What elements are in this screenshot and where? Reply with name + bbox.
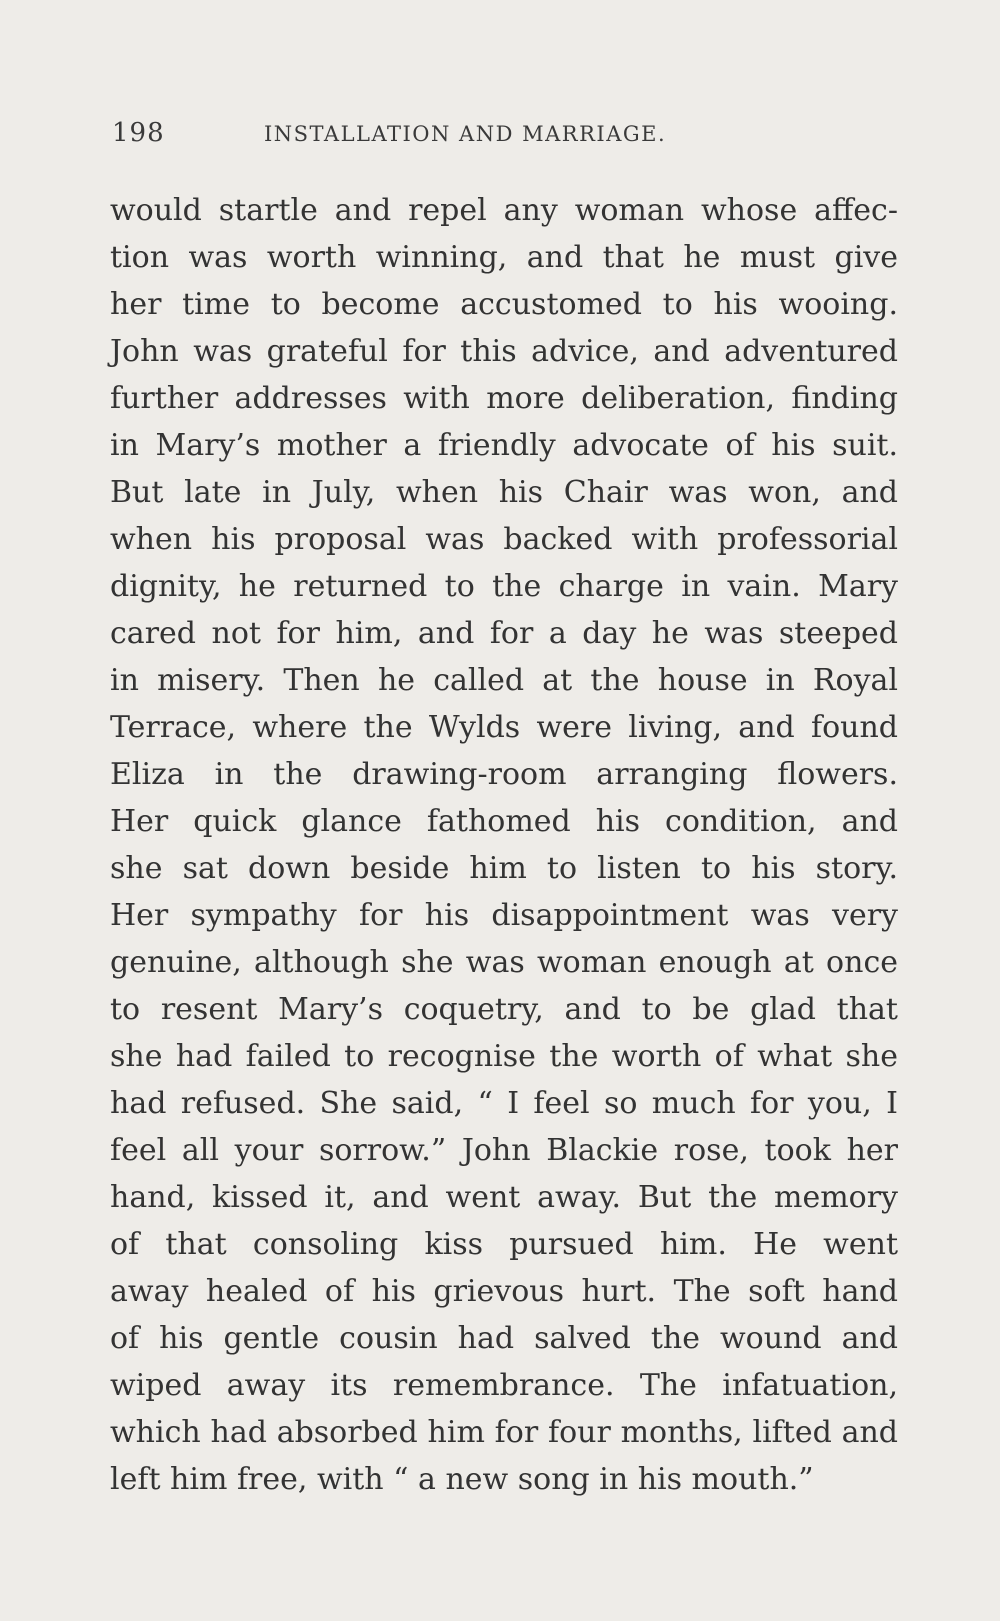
text-line: genuine, although she was woman enough at once	[110, 945, 898, 980]
text-line: dignity, he returned to the charge in vain. Mary	[110, 569, 898, 604]
text-line: she had failed to recognise the worth of what she	[110, 1039, 898, 1074]
text-line: away healed of his grievous hurt. The soft hand	[110, 1274, 898, 1309]
text-line: Terrace, where the Wylds were living, and found	[110, 710, 898, 745]
page-number: 198	[112, 118, 165, 148]
text-line: feel all your sorrow.” John Blackie rose, took her	[110, 1133, 898, 1168]
text-line: in misery. Then he called at the house in Royal	[110, 663, 898, 698]
text-line: But late in July, when his Chair was won, and	[110, 475, 898, 510]
text-line: Her sympathy for his disappointment was very	[110, 898, 898, 933]
text-line: which had absorbed him for four months, lifted and	[110, 1415, 898, 1450]
running-title: INSTALLATION AND MARRIAGE.	[264, 122, 667, 146]
text-line: when his proposal was backed with professorial	[110, 522, 898, 557]
text-line: Her quick glance fathomed his condition, and	[110, 804, 898, 839]
text-line: hand, kissed it, and went away. But the memory	[110, 1180, 898, 1215]
text-line: left him free, with “ a new song in his mouth.”	[110, 1462, 814, 1497]
text-line: further addresses with more deliberation, finding	[110, 381, 898, 416]
text-line: wiped away its remembrance. The infatuation,	[110, 1368, 898, 1403]
text-line: cared not for him, and for a day he was steeped	[110, 616, 898, 651]
running-head	[112, 118, 897, 158]
text-line: John was grateful for this advice, and adventured	[110, 334, 898, 369]
body-text	[110, 187, 898, 1503]
text-line: of his gentle cousin had salved the wound and	[110, 1321, 898, 1356]
text-line: of that consoling kiss pursued him. He went	[110, 1227, 898, 1262]
text-line: in Mary’s mother a friendly advocate of his suit.	[110, 428, 898, 463]
text-line: her time to become accustomed to his wooing.	[110, 287, 898, 322]
text-line: would startle and repel any woman whose affec-	[110, 193, 898, 228]
text-line: tion was worth winning, and that he must give	[110, 240, 898, 275]
text-line: Eliza in the drawing-room arranging flowers.	[110, 757, 898, 792]
text-line: she sat down beside him to listen to his story.	[110, 851, 898, 886]
text-line: to resent Mary’s coquetry, and to be glad that	[110, 992, 898, 1027]
text-line: had refused. She said, “ I feel so much for you, I	[110, 1086, 898, 1121]
